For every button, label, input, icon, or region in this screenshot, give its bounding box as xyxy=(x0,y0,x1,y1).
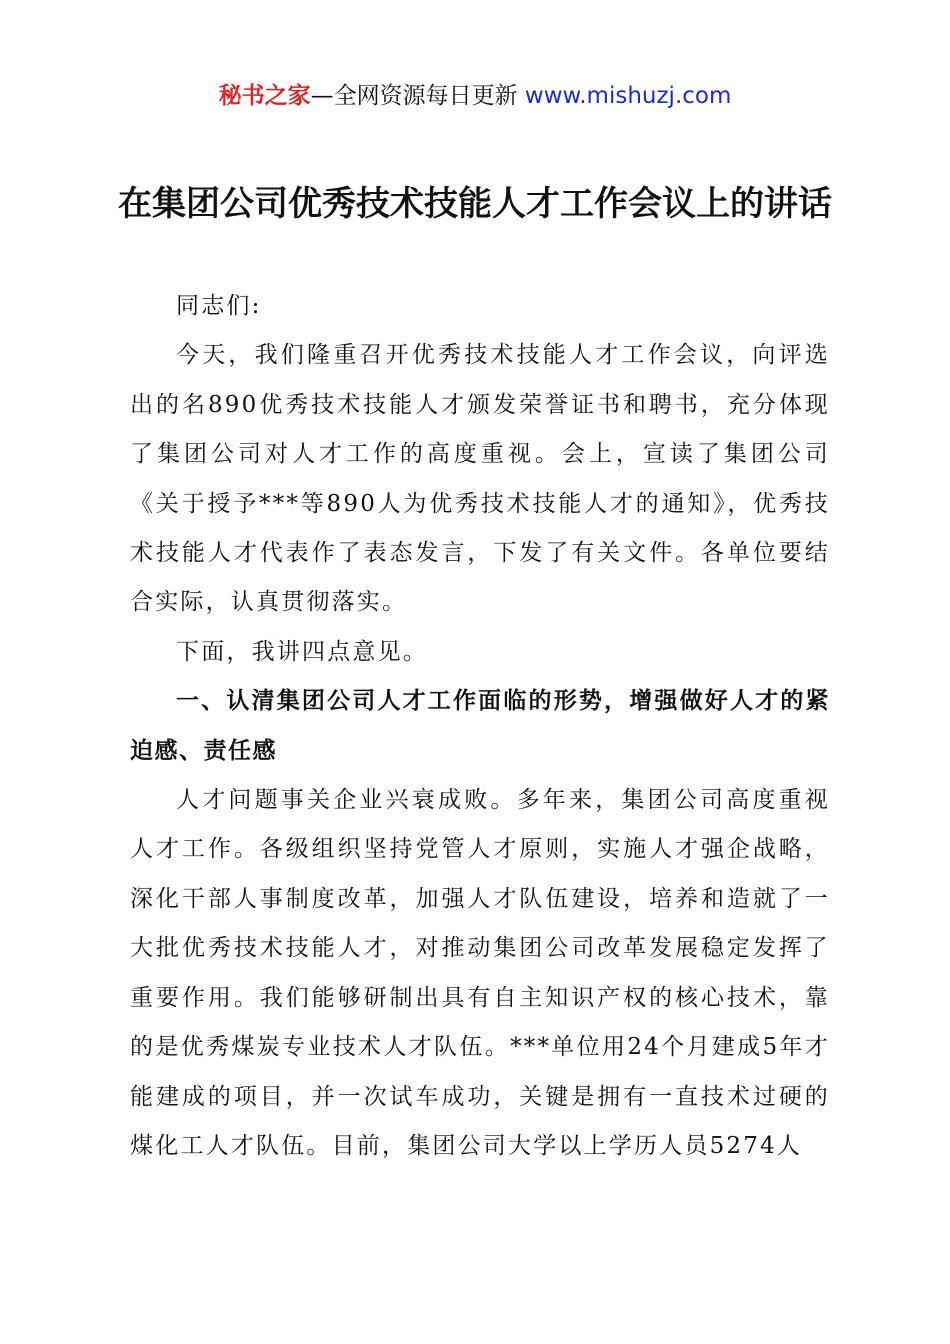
site-header xyxy=(0,80,950,112)
site-url-link[interactable]: www.mishuzj.com xyxy=(524,83,732,109)
salutation: 同志们: xyxy=(176,293,262,319)
document-title: 在集团公司优秀技术技能人才工作会议上的讲话 xyxy=(118,184,832,224)
site-tagline: —全网资源每日更新 xyxy=(310,83,525,109)
section-heading-1: 一、认清集团公司人才工作面临的形势，增强做好人才的紧迫感、责任感 xyxy=(130,688,830,764)
paragraph-intro: 今天，我们隆重召开优秀技术技能人才工作会议，向评选出的名890优秀技术技能人才颁发荣誉证书和聘书，充分体现了集团公司对人才工作的高度重视。会上，宣读了集团公司《关于授予***等890人为优秀技术技能人才的通知》，优秀技术技能人才代表作了表态发言，下发了有关文件。各单位要结合实际，认真贯彻落实。 xyxy=(130,342,830,616)
paragraph-section-1: 人才问题事关企业兴衰成败。多年来，集团公司高度重视人才工作。各级组织坚持党管人才原则，实施人才强企战略，深化干部人事制度改革，加强人才队伍建设，培养和造就了一大批优秀技术技能人才，对推动集团公司改革发展稳定发挥了重要作用。我们能够研制出具有自主知识产权的核心技术，靠的是优秀煤炭专业技术人才队伍。***单位用24个月建成5年才能建成的项目，并一次试车成功，关键是拥有一直技术过硬的煤化工人才队伍。目前，集团公司大学以上学历人员5274人 xyxy=(130,787,830,1159)
document-body xyxy=(130,282,830,1171)
site-brand[interactable]: 秘书之家 xyxy=(218,83,311,109)
paragraph-transition: 下面，我讲四点意见。 xyxy=(176,638,428,665)
